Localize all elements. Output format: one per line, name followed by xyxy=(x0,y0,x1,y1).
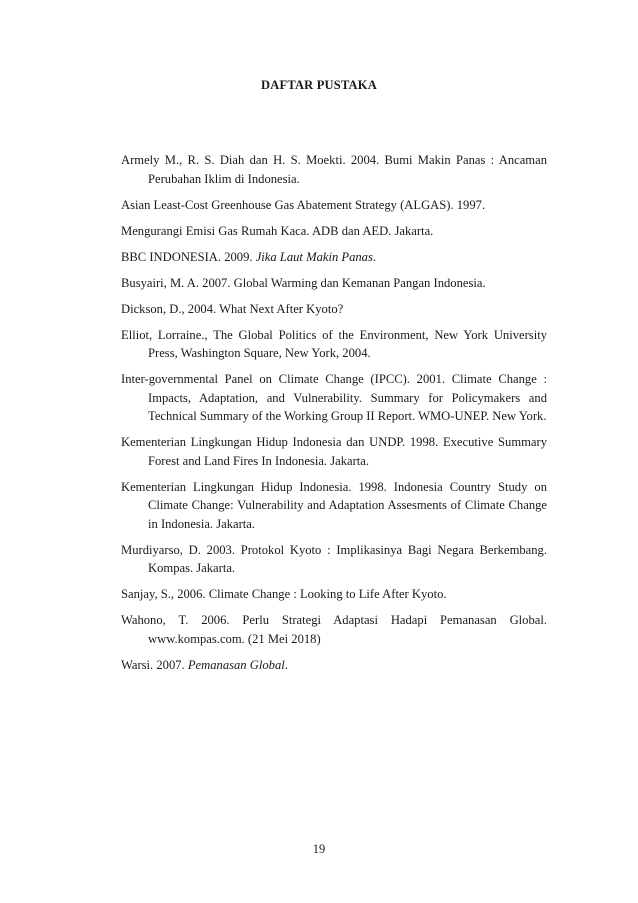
reference-text: Dickson, D., 2004. What Next After Kyoto? xyxy=(121,301,344,316)
reference-entry xyxy=(121,196,547,215)
reference-entry xyxy=(121,248,547,267)
reference-entry xyxy=(121,611,547,648)
reference-title-italic: Jika Laut Makin Panas xyxy=(255,249,373,264)
reference-entry xyxy=(121,478,547,534)
reference-text: Sanjay, S., 2006. Climate Change : Looking to Life After Kyoto. xyxy=(121,587,447,601)
reference-text: Warsi. 2007. xyxy=(121,657,188,672)
reference-title-italic: Pemanasan Global xyxy=(187,657,285,672)
reference-entry xyxy=(121,433,547,470)
reference-text: BBC INDONESIA. 2009. xyxy=(121,249,256,264)
reference-text: Murdiyarso, D. 2003. Protokol Kyoto : Implikasinya Bagi Negara Berkembang. Kompas. Jakarta. xyxy=(121,542,547,575)
reference-entry xyxy=(121,326,547,363)
reference-list xyxy=(121,151,547,682)
reference-text-tail: . xyxy=(372,249,377,264)
reference-text: Inter-governmental Panel on Climate Change (IPCC). 2001. Climate Change : Impacts, Adaptation, and Vulnerability. Summary for Policymakers and Technical Summary of the Working Group II Report. WMO-UNEP. New York. xyxy=(121,372,547,423)
page-number: 19 xyxy=(312,842,326,856)
reference-text: Wahono, T. 2006. Perlu Strategi Adaptasi Hadapi Pemanasan Global. www.kompas.com. (21 Mei 2018) xyxy=(121,613,547,646)
reference-entry xyxy=(121,151,547,188)
reference-entry xyxy=(121,541,547,578)
reference-entry xyxy=(121,222,547,241)
reference-text: Elliot, Lorraine., The Global Politics of the Environment, New York University Press, Washington Square, New York, 2004. xyxy=(121,327,547,360)
reference-text: Mengurangi Emisi Gas Rumah Kaca. ADB dan AED. Jakarta. xyxy=(121,223,434,238)
reference-text-tail: . xyxy=(284,657,288,672)
reference-text: Kementerian Lingkungan Hidup Indonesia. 1998. Indonesia Country Study on Climate Change: Vulnerability and Adaptation Assesments of Climate Change in Indonesia. Jakarta. xyxy=(121,479,547,531)
reference-entry xyxy=(121,656,547,675)
reference-text: Armely M., R. S. Diah dan H. S. Moekti. 2004. Bumi Makin Panas : Ancaman Perubahan Iklim di Indonesia. xyxy=(121,153,547,186)
reference-entry xyxy=(121,370,547,426)
reference-entry xyxy=(121,585,547,604)
reference-text: Asian Least-Cost Greenhouse Gas Abatement Strategy (ALGAS). 1997. xyxy=(121,197,486,212)
page-title: DAFTAR PUSTAKA xyxy=(261,78,377,92)
reference-entry xyxy=(121,274,547,293)
reference-entry xyxy=(121,300,547,319)
reference-text: Kementerian Lingkungan Hidup Indonesia dan UNDP. 1998. Executive Summary Forest and Land Fires In Indonesia. Jakarta. xyxy=(121,435,547,468)
reference-text: Busyairi, M. A. 2007. Global Warming dan Kemanan Pangan Indonesia. xyxy=(121,275,486,290)
